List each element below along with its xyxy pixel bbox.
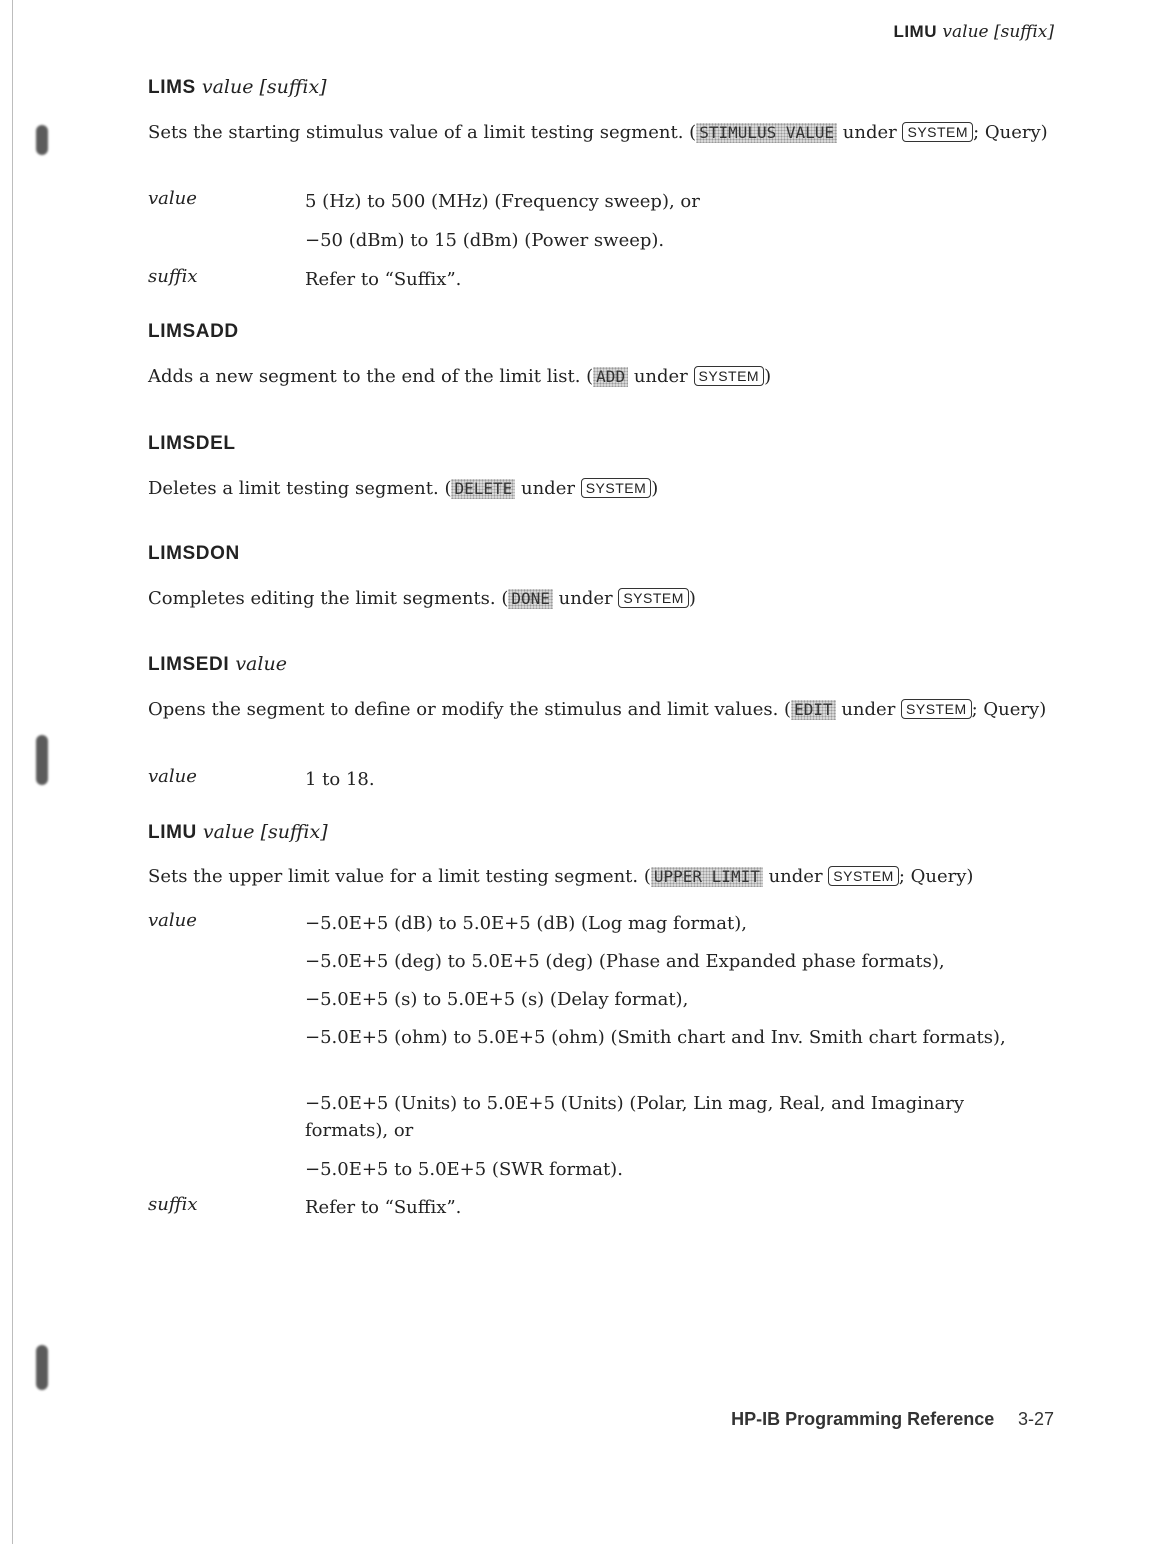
delete-softkey: DELETE xyxy=(451,479,515,499)
under-text: under xyxy=(841,699,896,720)
limu-value-text: −5.0E+5 (Units) to 5.0E+5 (Units) (Polar, Lin mag, Real, and Imaginary formats), or xyxy=(305,1093,965,1141)
limsdel-desc-text: Deletes a limit testing segment. xyxy=(148,478,439,499)
limu-value-text: −5.0E+5 to 5.0E+5 (SWR format). xyxy=(305,1159,623,1180)
limsadd-heading xyxy=(148,320,239,343)
limsadd-desc-text: Adds a new segment to the end of the limit list. xyxy=(148,366,581,387)
limsedi-desc-text: Opens the segment to define or modify the stimulus and limit values. xyxy=(148,699,779,720)
limsedi-description: Opens the segment to define or modify the stimulus and limit values. ( EDIT under SYSTEM ; Query) xyxy=(148,699,1047,720)
limsdel-heading xyxy=(148,432,236,455)
limu-value-text: −5.0E+5 (s) to 5.0E+5 (s) (Delay format), xyxy=(305,989,689,1010)
limsdel-command: LIMSDEL xyxy=(148,433,236,454)
limu-desc-text: Sets the upper limit value for a limit testing segment. xyxy=(148,866,639,887)
system-hardkey: SYSTEM xyxy=(581,478,652,498)
lims-heading xyxy=(148,76,327,99)
running-head-suffix: [suffix] xyxy=(993,22,1054,42)
lims-suffix-text: Refer to “Suffix”. xyxy=(305,269,462,290)
lims-suffix: [suffix] xyxy=(259,76,327,98)
system-hardkey: SYSTEM xyxy=(828,866,899,886)
lims-param: value xyxy=(201,76,254,98)
limu-command: LIMU xyxy=(148,822,197,843)
under-text: under xyxy=(521,478,575,499)
lims-label-suffix: suffix xyxy=(148,266,198,287)
stimulus-value-softkey: STIMULUS VALUE xyxy=(696,123,837,143)
limsadd-description: Adds a new segment to the end of the limit list. ( ADD under SYSTEM ) xyxy=(148,366,772,387)
page-number: 3-27 xyxy=(1017,1409,1054,1429)
system-hardkey: SYSTEM xyxy=(901,699,972,719)
under-text: under xyxy=(633,366,688,387)
limsdon-description: Completes editing the limit segments. ( DONE under SYSTEM ) xyxy=(148,588,696,609)
lims-description: Sets the starting stimulus value of a limit testing segment. ( STIMULUS VALUE under SYSTEM ; Query) xyxy=(148,122,1048,143)
limu-label-suffix: suffix xyxy=(148,1194,198,1215)
lims-label-value: value xyxy=(148,188,197,209)
limu-value-text: −5.0E+5 (deg) to 5.0E+5 (deg) (Phase and Expanded phase formats), xyxy=(305,951,945,972)
edit-softkey: EDIT xyxy=(791,700,836,720)
under-text: under xyxy=(558,588,613,609)
limu-description: Sets the upper limit value for a limit testing segment. ( UPPER LIMIT under SYSTEM ; Query) xyxy=(148,866,974,887)
system-hardkey: SYSTEM xyxy=(902,122,973,142)
limu-param: value xyxy=(202,821,255,843)
query-text: Query) xyxy=(983,699,1047,720)
lims-command: LIMS xyxy=(148,77,196,98)
add-softkey: ADD xyxy=(593,367,628,387)
limu-value-text: −5.0E+5 (ohm) to 5.0E+5 (ohm) (Smith chart and Inv. Smith chart formats), xyxy=(305,1027,1006,1048)
binding-mark xyxy=(36,735,48,785)
lims-value-text: 5 (Hz) to 500 (MHz) (Frequency sweep), or xyxy=(305,191,700,212)
system-hardkey: SYSTEM xyxy=(618,588,689,608)
lims-value-text: −50 (dBm) to 15 (dBm) (Power sweep). xyxy=(305,230,665,251)
done-softkey: DONE xyxy=(508,589,553,609)
limsdel-description: Deletes a limit testing segment. ( DELETE under SYSTEM ) xyxy=(148,478,659,499)
binding-mark xyxy=(36,1345,48,1390)
running-head xyxy=(893,22,1054,42)
limsdon-desc-text: Completes editing the limit segments. xyxy=(148,588,496,609)
limsdon-heading xyxy=(148,542,240,565)
limsedi-value-text: 1 to 18. xyxy=(305,769,375,790)
limsedi-param: value xyxy=(235,653,287,675)
page-footer xyxy=(731,1409,1054,1430)
limsdon-command: LIMSDON xyxy=(148,543,240,564)
limu-value-text: −5.0E+5 (dB) to 5.0E+5 (dB) (Log mag format), xyxy=(305,913,747,934)
limsedi-label-value: value xyxy=(148,766,197,787)
limu-suffix: [suffix] xyxy=(260,821,328,843)
limu-heading xyxy=(148,821,328,844)
limu-label-value: value xyxy=(148,910,197,931)
footer-title: HP-IB Programming Reference xyxy=(731,1409,995,1429)
limsedi-command: LIMSEDI xyxy=(148,654,230,675)
page-edge xyxy=(12,0,13,1544)
system-hardkey: SYSTEM xyxy=(694,366,765,386)
limu-suffix-text: Refer to “Suffix”. xyxy=(305,1197,462,1218)
running-head-param: value xyxy=(942,22,989,42)
lims-desc-text: Sets the starting stimulus value of a limit testing segment. xyxy=(148,122,684,143)
running-head-command: LIMU xyxy=(893,22,937,41)
query-text: Query) xyxy=(910,866,974,887)
query-text: Query) xyxy=(984,122,1048,143)
under-text: under xyxy=(768,866,823,887)
limsedi-heading xyxy=(148,653,287,676)
upper-limit-softkey: UPPER LIMIT xyxy=(651,867,763,887)
limsadd-command: LIMSADD xyxy=(148,321,239,342)
binding-mark xyxy=(36,125,48,155)
under-text: under xyxy=(842,122,897,143)
